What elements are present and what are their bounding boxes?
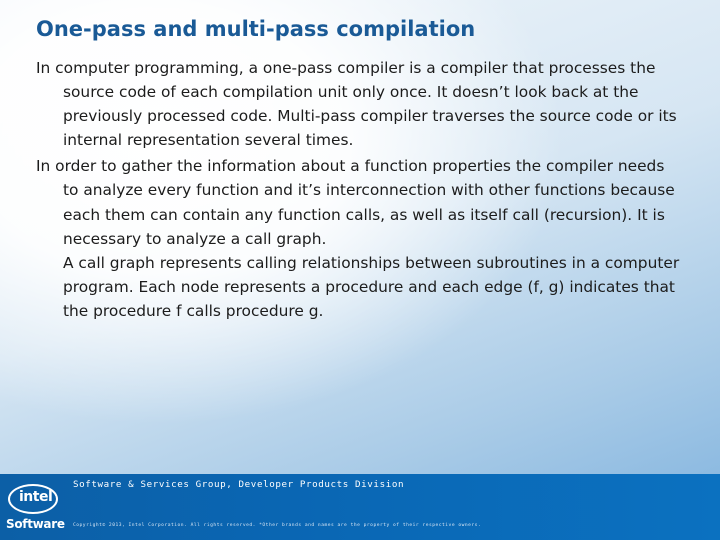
logo-product-text: Software [6,517,65,531]
logo-brand-text: intel [19,489,53,505]
slide-title: One-pass and multi-pass compilation [36,17,476,41]
intel-software-logo [6,484,65,536]
slide-body [36,56,681,323]
footer-bar [0,474,720,540]
paragraph-call-analysis: In order to gather the information about a function properties the compiler needs to analyze every function and it’s interconnection with other functions because each them can contain any function calls, as well as itself call (recursion). It is necessary to analyze a call graph. [36,157,675,248]
copyright-notice: Copyright© 2013, Intel Corporation. All rights reserved. *Other brands and names are the property of their respective owners. [73,523,482,528]
division-label: Software & Services Group, Developer Products Division [73,479,405,490]
paragraph-one-pass: In computer programming, a one-pass compiler is a compiler that processes the source code of each compilation unit only once. It doesn’t look back at the previously processed code. Multi-pass compiler traverses the source code or its internal representation several times. [36,59,677,150]
paragraph-call-graph: A call graph represents calling relationships between subroutines in a computer program. Each node represents a procedure and each edge (f, g) indicates that the procedure f calls procedure g. [63,253,680,320]
